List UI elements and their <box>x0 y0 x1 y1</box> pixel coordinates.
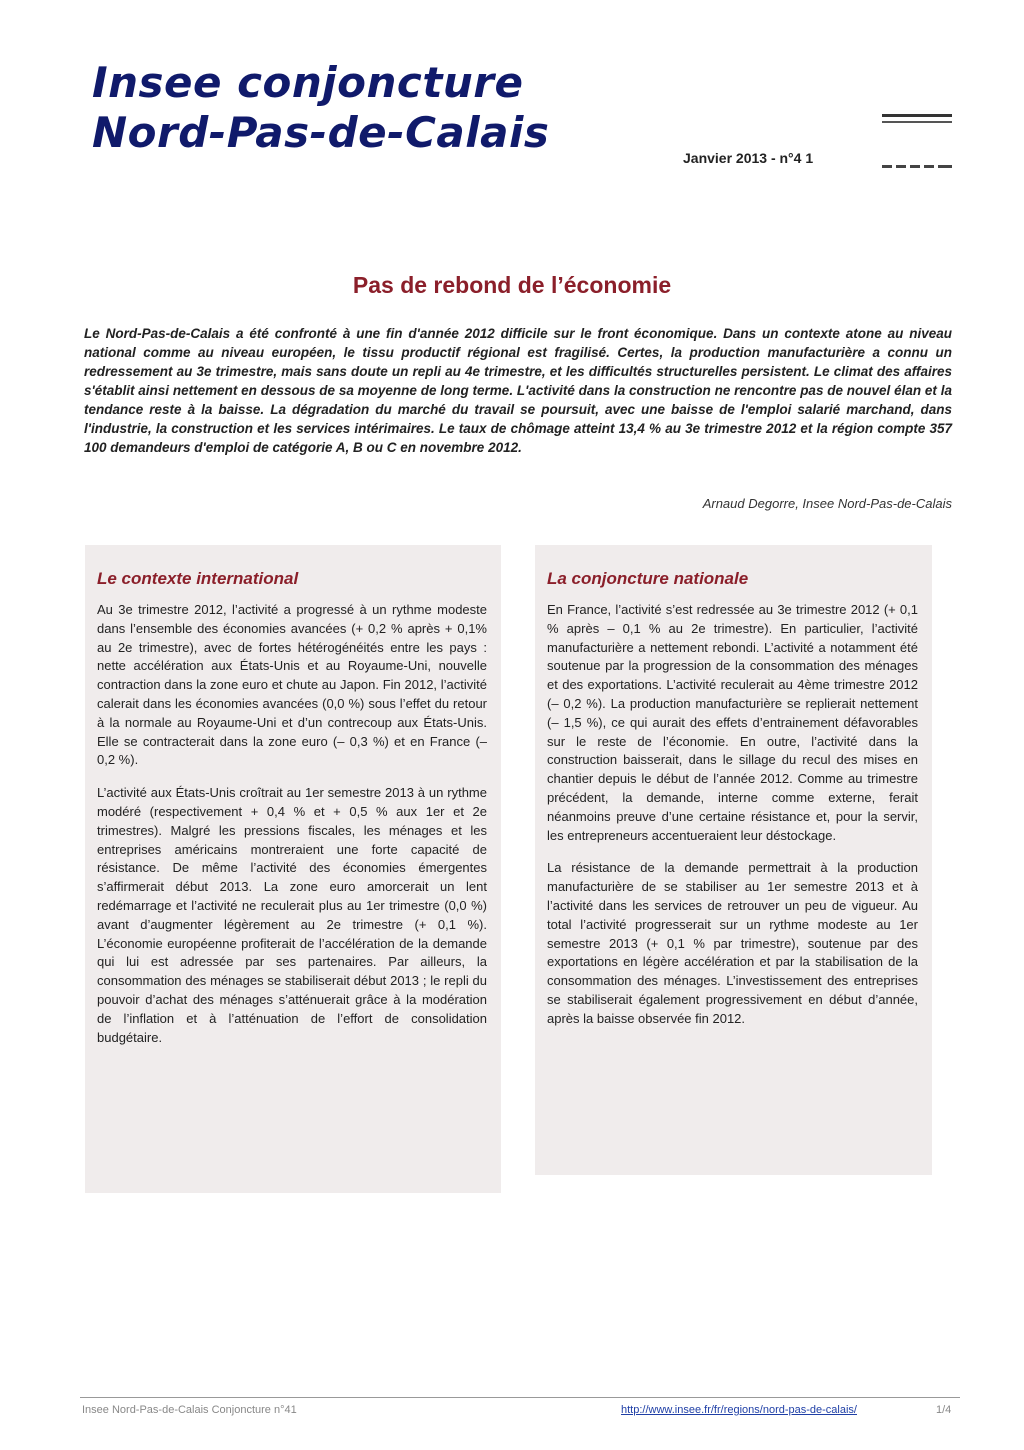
masthead <box>92 58 549 158</box>
publication-region: Nord-Pas-de-Calais <box>92 108 550 157</box>
issue-date: Janvier 2013 - n°4 1 <box>683 150 814 166</box>
page-number: 1/4 <box>936 1404 952 1416</box>
footer-publication: Insee Nord-Pas-de-Calais Conjoncture n°41 <box>82 1404 297 1416</box>
international-context-paragraph: L’activité aux États-Unis croîtrait au 1er semestre 2013 à un rythme modéré (respectivement + 0,4 % et + 0,5 % aux 1er et 2e trimestres). Malgré les pressions fiscales, les ménages et les entreprises américains montreraient une forte capacité de résistance. De même l’activité des économies émergentes s’affirmerait début 2013. La zone euro amorcerait un lent redémarrage et l’activité ne reculerait plus au 1er trimestre (0,0 %) avant d’augmenter légèrement au 2e trimestre (+ 0,1 %). L’économie européenne profiterait de l’accélération de la demande qui lui est adressée par ses partenaires. Par ailleurs, la consommation des ménages se stabiliserait début 2013 ; le repli du pouvoir d’achat des ménages s’atténuerait grâce à la modération de l’inflation et à l’atténuation de l’effort de consolidation budgétaire. <box>97 785 487 1045</box>
national-outlook-paragraph: La résistance de la demande permettrait à la production manufacturière de se stabiliser au 1er semestre 2013 et à l’activité dans les services de retrouver un peu de vigueur. Au total l’activité progresserait sur un rythme modeste au 1er semestre 2013 (+ 0,1 % par trimestre), soutenue par des exportations en légère accélération et par la stabilisation de la consommation des ménages. L’investissement des entreprises se stabiliserait également progressivement en début d’année, après la baisse observée fin 2012. <box>547 860 918 1026</box>
international-context-heading: Le contexte international <box>97 569 299 588</box>
international-context-paragraph: Au 3e trimestre 2012, l’activité a progressé à un rythme modeste dans l’ensemble des économies avancées (+ 0,2 % après + 0,1% au 2e trimestre), avec de fortes hétérogénéités entre les pays : nette accélération aux États-Unis et au Royaume-Uni, nouvelle contraction dans la zone euro et chute au Japon. Fin 2012, l’activité calerait dans les économies avancées (0,0 %) sous l’effet du retour à la normale au Royaume-Uni et d’un contrecoup aux États-Unis. Elle se contracterait dans la zone euro (– 0,3 %) et en France (– 0,2 %). <box>97 602 487 768</box>
page-headline: Pas de rebond de l’économie <box>352 272 672 298</box>
international-context-box <box>85 545 501 1193</box>
lead-paragraph: Le Nord-Pas-de-Calais a été confronté à une fin d'année 2012 difficile sur le front économique. Dans un contexte atone au niveau national comme au niveau européen, le tissu productif régional est fragilisé. Certes, la production manufacturière a connu un redressement au 3e trimestre, mais sans doute un repli au 4e trimestre, et les difficultés structurelles persistent. Le climat des affaires s'établit ainsi nettement en dessous de sa moyenne de long terme. L'activité dans la construction ne rencontre pas de nouvel élan et la tendance reste à la baisse. La dégradation du marché du travail se poursuit, avec une baisse de l'emploi salarié marchand, dans l'industrie, la construction et les services intérimaires. Le taux de chômage atteint 13,4 % au 3e trimestre 2012 et la région compte 357 100 demandeurs d'emploi de catégorie A, B ou C en novembre 2012. <box>84 326 952 455</box>
insee-logo-icon <box>878 110 958 180</box>
author-credit: Arnaud Degorre, Insee Nord-Pas-de-Calais <box>702 496 952 511</box>
national-outlook-heading: La conjoncture nationale <box>547 569 749 588</box>
national-outlook-paragraph: En France, l’activité s’est redressée au 3e trimestre 2012 (+ 0,1 % après – 0,1 % au 2e trimestre). En particulier, l’activité manufacturière a nettement rebondi. L’activité a notamment été soutenue par la progression de la consommation des ménages et des exportations. L’activité reculerait au 4ème trimestre 2012 (– 0,2 %). La production manufacturière se replierait nettement (– 1,5 %), ce qui aurait des effets d’entrainement défavorables sur le reste de l’économie. En outre, l’activité dans la construction baisserait, dans le sillage du recul des mises en chantier depuis le début de l’année 2012. Comme au trimestre précédent, la demande, interne comme externe, ferait néanmoins preuve d’une certaine résistance et, pour la servir, les entrepreneurs accentueraient leur déstockage. <box>547 602 918 843</box>
publication-title: Insee conjoncture <box>92 58 524 107</box>
footer-divider <box>80 1397 960 1398</box>
footer-link[interactable]: http://www.insee.fr/fr/regions/nord-pas-de-calais/ <box>621 1404 857 1416</box>
national-outlook-box <box>535 545 932 1175</box>
